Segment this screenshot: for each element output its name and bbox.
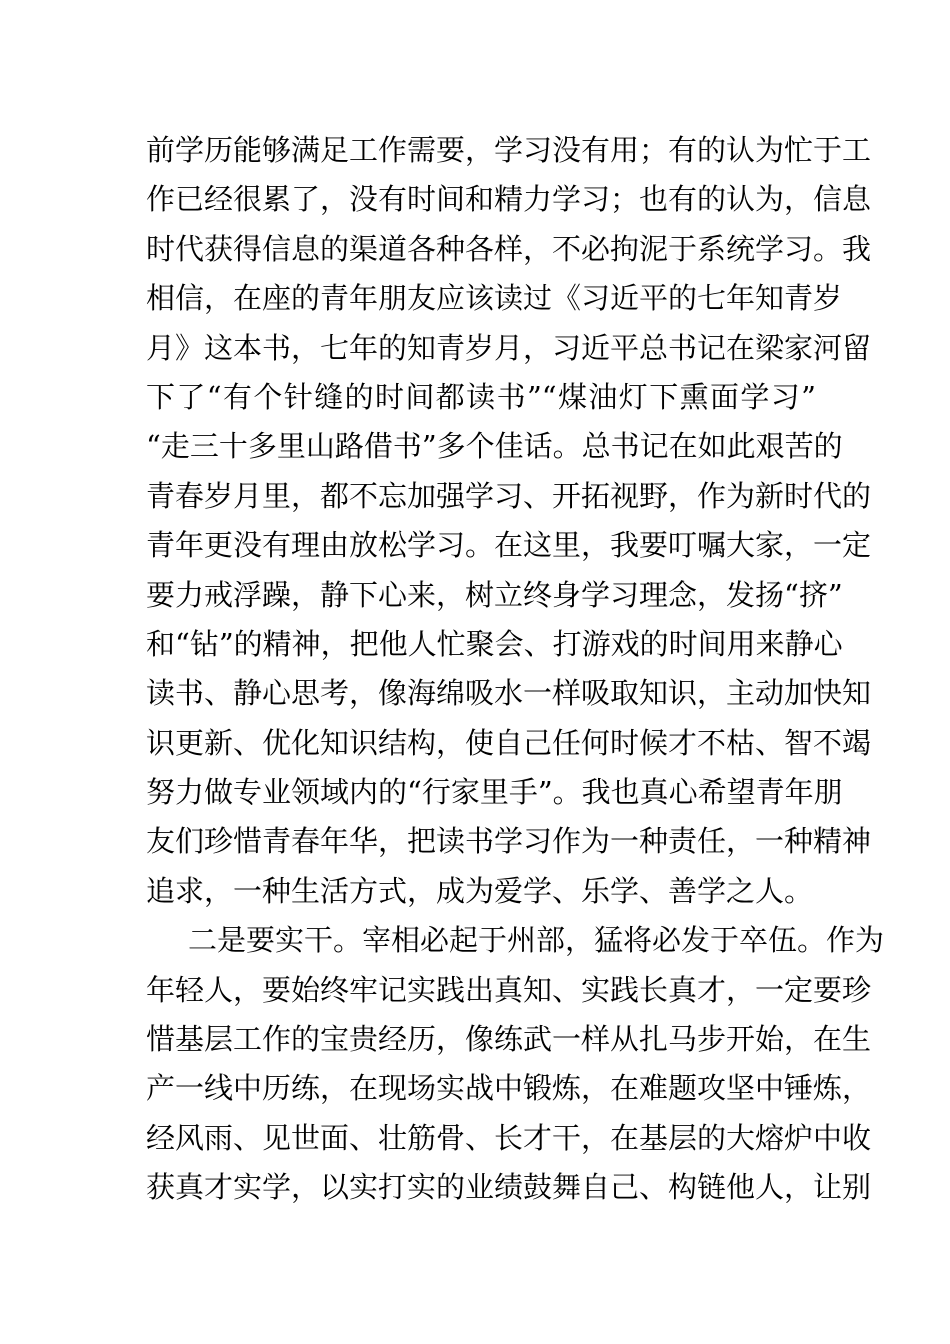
- text-line: 努力做专业领域内的“行家里手”。我也真心希望青年朋: [146, 775, 843, 810]
- text-line: 产一线中历练，在现场实战中锻炼，在难题攻坚中锤炼，: [146, 1071, 872, 1106]
- text-line: 相信，在座的青年朋友应该读过《习近平的七年知青岁: [146, 281, 843, 316]
- text-line: 读书、静心思考，像海绵吸水一样吸取知识，主动加快知: [146, 676, 872, 711]
- text-line: 惜基层工作的宝贵经历，像练武一样从扎马步开始，在生: [146, 1022, 872, 1057]
- text-line: 前学历能够满足工作需要，学习没有用；有的认为忙于工: [146, 133, 872, 167]
- text-line: 时代获得信息的渠道各种各样，不必拘泥于系统学习。我: [146, 231, 872, 266]
- text-line: 追求，一种生活方式，成为爱学、乐学、善学之人。: [146, 873, 814, 908]
- text-line: 要力戒浮躁，静下心来，树立终身学习理念，发扬“挤”: [146, 577, 843, 612]
- text-line: 青春岁月里，都不忘加强学习、开拓视野，作为新时代的: [146, 478, 872, 513]
- text-line: 友们珍惜青春年华，把读书学习作为一种责任，一种精神: [146, 824, 872, 859]
- text-line: “走三十多里山路借书”多个佳话。总书记在如此艰苦的: [146, 429, 843, 464]
- text-line: 月》这本书，七年的知青岁月，习近平总书记在梁家河留: [146, 330, 872, 365]
- text-line: 年轻人，要始终牢记实践出真知、实践长真才，一定要珍: [146, 972, 872, 1007]
- text-line: 青年更没有理由放松学习。在这里，我要叮嘱大家，一定: [146, 528, 872, 563]
- text-line: 获真才实学，以实打实的业绩鼓舞自己、构链他人，让别: [146, 1170, 872, 1205]
- text-line: 二是要实干。宰相必起于州部，猛将必发于卒伍。作为: [188, 923, 885, 958]
- body-text: [146, 126, 885, 1213]
- paragraph-1: [146, 126, 872, 916]
- text-line: 经风雨、见世面、壮筋骨、长才干，在基层的大熔炉中收: [146, 1120, 872, 1155]
- text-line: 下了“有个针缝的时间都读书”“煤油灯下熏面学习”: [146, 379, 816, 414]
- paragraph-2: [146, 916, 885, 1212]
- text-line: 识更新、优化知识结构，使自己任何时候才不枯、智不竭: [146, 725, 872, 760]
- text-line: 和“钻”的精神，把他人忙聚会、打游戏的时间用来静心: [146, 626, 843, 661]
- text-line: 作已经很累了，没有时间和精力学习；也有的认为，信息: [146, 182, 872, 217]
